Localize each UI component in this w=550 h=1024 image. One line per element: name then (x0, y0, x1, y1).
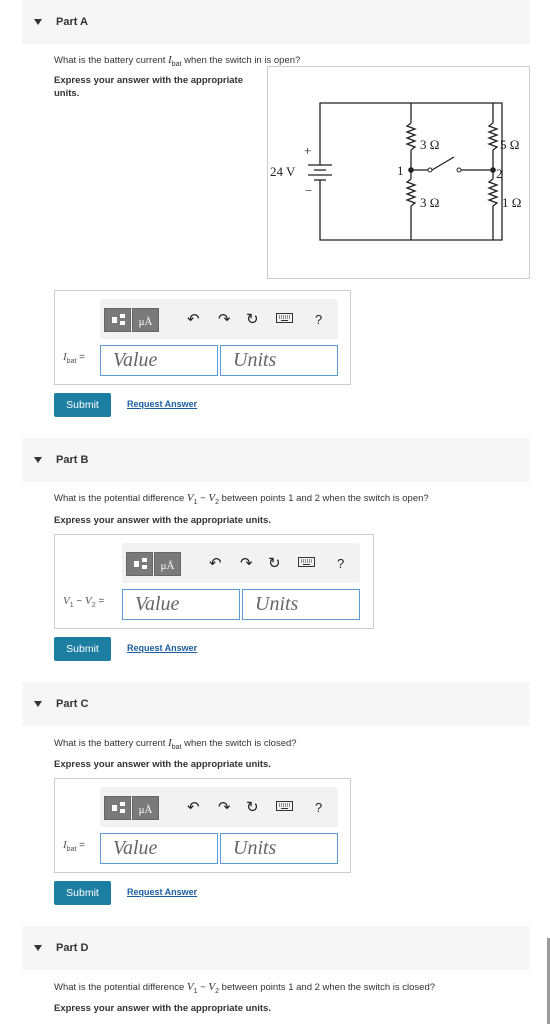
label-5-ohm: 5 Ω (500, 137, 520, 152)
part-a-units-input[interactable]: Units (220, 345, 338, 376)
part-c-instruction: Express your answer with the appropriate units. (54, 759, 271, 770)
switch-contact (457, 168, 461, 172)
label-3-ohm-bottom: 3 Ω (420, 195, 440, 210)
reset-icon[interactable]: ↻ (246, 799, 259, 816)
battery-plus: + (304, 143, 312, 158)
reset-icon[interactable]: ↻ (246, 311, 259, 328)
caret-down-icon[interactable] (34, 701, 42, 707)
part-b-title: Part B (56, 454, 89, 466)
templates-button[interactable] (104, 308, 131, 332)
keyboard-icon[interactable] (276, 800, 294, 812)
undo-icon[interactable]: ↶ (187, 311, 200, 328)
switch-pivot (428, 168, 432, 172)
part-b-request-answer-link[interactable]: Request Answer (127, 643, 198, 653)
label-1-ohm: 1 Ω (502, 195, 522, 210)
caret-down-icon[interactable] (34, 945, 42, 951)
undo-icon[interactable]: ↶ (209, 555, 222, 572)
units-button[interactable] (132, 308, 159, 332)
part-a-submit-button[interactable]: Submit (54, 393, 111, 417)
templates-icon (105, 797, 132, 821)
part-b-value-input[interactable]: Value (122, 589, 240, 620)
part-b-question: What is the potential difference $V_1 - V_2$ between points 1 and 2 when the switch is open? (54, 492, 429, 506)
part-c-submit-button[interactable]: Submit (54, 881, 111, 905)
reset-icon[interactable]: ↻ (268, 555, 281, 572)
part-c-header[interactable] (22, 682, 530, 726)
units-icon: μÅ (138, 804, 153, 816)
label-point-2: 2 (496, 166, 503, 181)
redo-icon[interactable]: ↷ (218, 799, 231, 816)
help-icon[interactable]: ? (315, 800, 323, 815)
switch-blade (432, 157, 454, 170)
part-a-value-input[interactable]: Value (100, 345, 218, 376)
caret-down-icon[interactable] (34, 19, 42, 25)
battery-label: 24 V (270, 164, 296, 179)
part-c-toolbar (100, 787, 338, 827)
part-c-question: What is the battery current $I_{bat}$ when the switch is closed? (54, 737, 297, 751)
circuit-diagram (267, 66, 530, 279)
part-a-answer-label: $I_{bat}$ = (63, 351, 86, 365)
point-2-dot (490, 167, 496, 173)
units-icon: μÅ (138, 316, 153, 328)
part-b-answer-label: $V_1 - V_2$ = (63, 595, 105, 609)
keyboard-icon[interactable] (276, 312, 294, 324)
part-a-answer-box (54, 290, 351, 385)
part-a-toolbar (100, 299, 338, 339)
help-icon[interactable]: ? (337, 556, 345, 571)
redo-icon[interactable]: ↷ (240, 555, 253, 572)
part-d-header[interactable] (22, 926, 530, 970)
point-1-dot (408, 167, 414, 173)
part-d-title: Part D (56, 942, 89, 954)
undo-icon[interactable]: ↶ (187, 799, 200, 816)
part-b-submit-button[interactable]: Submit (54, 637, 111, 661)
part-c-units-input[interactable]: Units (220, 833, 338, 864)
templates-icon (127, 553, 154, 577)
resistor-3-ohm-top (407, 123, 415, 150)
keyboard-icon[interactable] (298, 556, 316, 568)
part-a-instruction: Express your answer with the appropriate units. (54, 75, 243, 99)
resistor-5-ohm (489, 123, 497, 150)
part-d-question: What is the potential difference $V_1 - V_2$ between points 1 and 2 when the switch is closed? (54, 981, 436, 995)
part-c-answer-label: $I_{bat}$ = (63, 839, 86, 853)
redo-icon[interactable]: ↷ (218, 311, 231, 328)
part-d-instruction: Express your answer with the appropriate units. (54, 1003, 271, 1014)
part-a-header[interactable] (22, 0, 530, 44)
label-3-ohm-top: 3 Ω (420, 137, 440, 152)
units-button[interactable] (154, 552, 181, 576)
part-b-answer-box (54, 534, 374, 629)
templates-icon (105, 309, 132, 333)
part-c-title: Part C (56, 698, 89, 710)
circuit-svg (268, 67, 531, 280)
templates-button[interactable] (126, 552, 153, 576)
part-b-header[interactable] (22, 438, 530, 482)
part-c-answer-box (54, 778, 351, 873)
part-a-title: Part A (56, 16, 88, 28)
help-icon[interactable]: ? (315, 312, 323, 327)
resistor-1-ohm (489, 179, 497, 206)
battery-minus: − (305, 183, 313, 198)
units-icon: μÅ (160, 560, 175, 572)
part-c-value-input[interactable]: Value (100, 833, 218, 864)
part-a-question: What is the battery current $I_{bat}$ when the switch in is open? (54, 54, 301, 68)
part-b-instruction: Express your answer with the appropriate units. (54, 515, 271, 526)
templates-button[interactable] (104, 796, 131, 820)
part-a-request-answer-link[interactable]: Request Answer (127, 399, 198, 409)
part-b-units-input[interactable]: Units (242, 589, 360, 620)
units-button[interactable] (132, 796, 159, 820)
label-point-1: 1 (397, 163, 404, 178)
resistor-3-ohm-bottom (407, 179, 415, 206)
part-b-toolbar (122, 543, 360, 583)
part-c-request-answer-link[interactable]: Request Answer (127, 887, 198, 897)
caret-down-icon[interactable] (34, 457, 42, 463)
